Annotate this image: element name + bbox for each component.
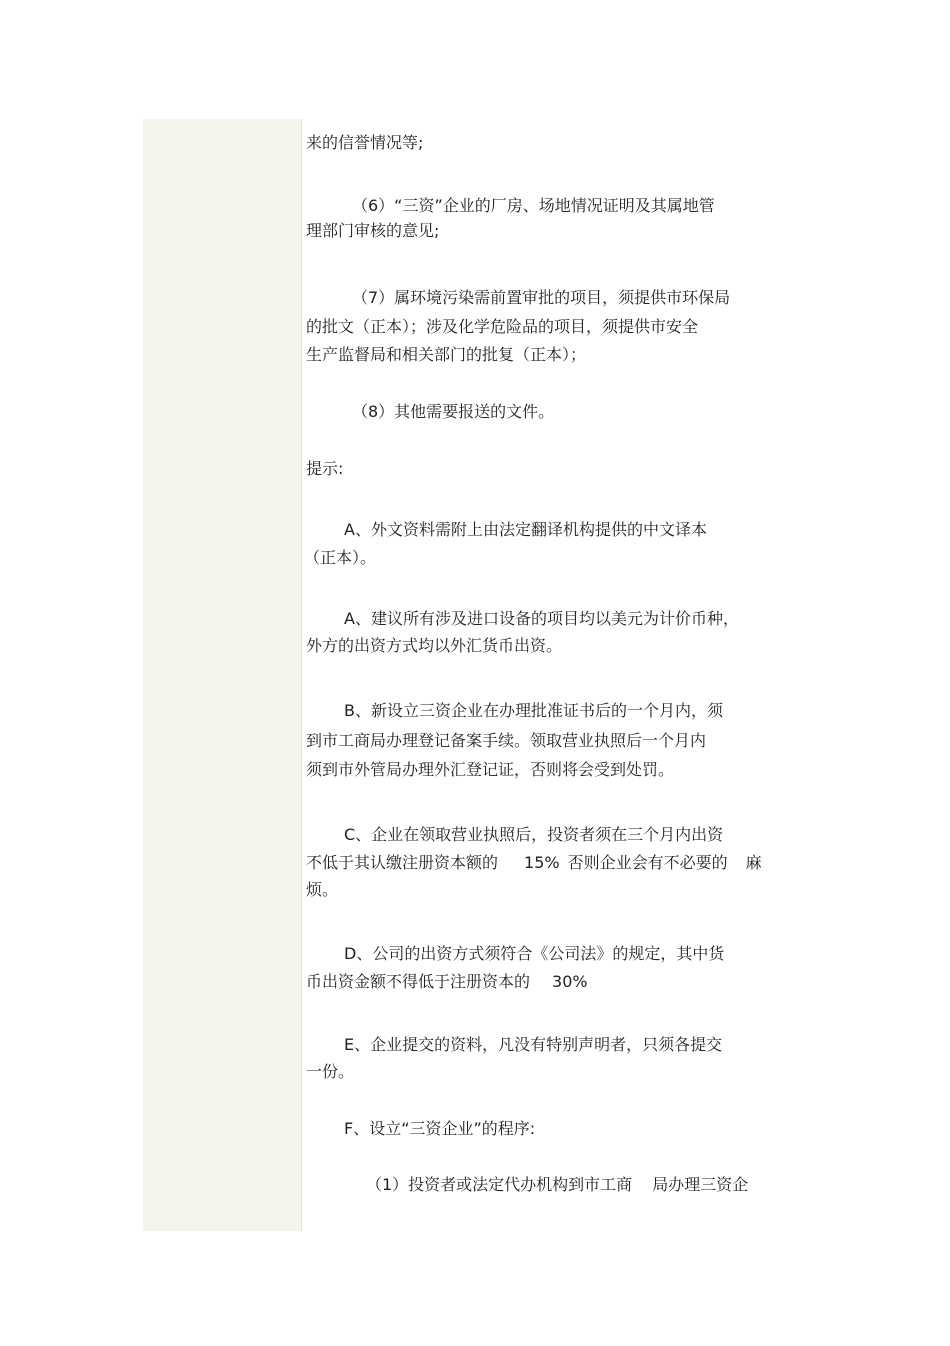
text-line: 到市工商局办理登记备案手续。领取营业执照后一个月内 bbox=[306, 731, 707, 750]
text-line: C、企业在领取营业执照后，投资者须在三个月内出资 bbox=[344, 825, 724, 844]
text-line: 烦。 bbox=[306, 880, 339, 899]
text-segment: 麻 bbox=[745, 853, 762, 872]
text-line: 生产监督局和相关部门的批复（正本）； bbox=[306, 345, 587, 364]
left-side-panel bbox=[143, 119, 302, 1231]
text-line: 须到市外管局办理外汇登记证，否则将会受到处罚。 bbox=[306, 760, 675, 779]
text-line: （正本）。 bbox=[304, 548, 377, 567]
text-line: D、公司的出资方式须符合《公司法》的规定，其中货 bbox=[344, 944, 725, 963]
text-line: F、设立“三资企业”的程序: bbox=[344, 1119, 536, 1138]
text-line: （6）“三资”企业的厂房、场地情况证明及其属地管 bbox=[352, 196, 715, 215]
text-segment: 局办理三资企 bbox=[652, 1175, 749, 1194]
text-line: 外方的出资方式均以外汇货币出资。 bbox=[306, 636, 563, 655]
text-line bbox=[366, 1174, 748, 1196]
text-line: （8）其他需要报送的文件。 bbox=[352, 402, 555, 421]
text-line: A、建议所有涉及进口设备的项目均以美元为计价币种， bbox=[344, 609, 739, 628]
text-line: 一份。 bbox=[306, 1062, 355, 1081]
text-line: A、外文资料需附上由法定翻译机构提供的中文译本 bbox=[344, 520, 707, 539]
text-line: 理部门审核的意见; bbox=[306, 221, 440, 240]
text-line: B、新设立三资企业在办理批准证书后的一个月内，须 bbox=[344, 701, 723, 720]
text-segment: （1）投资者或法定代办机构到市工商 bbox=[366, 1175, 633, 1194]
text-line: 的批文（正本）；涉及化学危险品的项目，须提供市安全 bbox=[306, 317, 699, 336]
text-line: E、企业提交的资料，凡没有特别声明者，只须各提交 bbox=[344, 1035, 723, 1054]
text-segment: 不低于其认缴注册资本额的 bbox=[306, 853, 499, 872]
text-line: （7）属环境污染需前置审批的项目，须提供市环保局 bbox=[352, 288, 731, 307]
percentage-value: 30% bbox=[552, 972, 588, 991]
text-segment: 币出资金额不得低于注册资本的 bbox=[306, 972, 531, 991]
text-segment: 否则企业会有不必要的 bbox=[567, 853, 728, 872]
percentage-value: 15% bbox=[524, 853, 560, 872]
text-line bbox=[306, 852, 762, 874]
section-heading: 提示: bbox=[306, 459, 344, 478]
text-line bbox=[306, 971, 588, 993]
text-line: 来的信誉情况等; bbox=[306, 133, 424, 152]
